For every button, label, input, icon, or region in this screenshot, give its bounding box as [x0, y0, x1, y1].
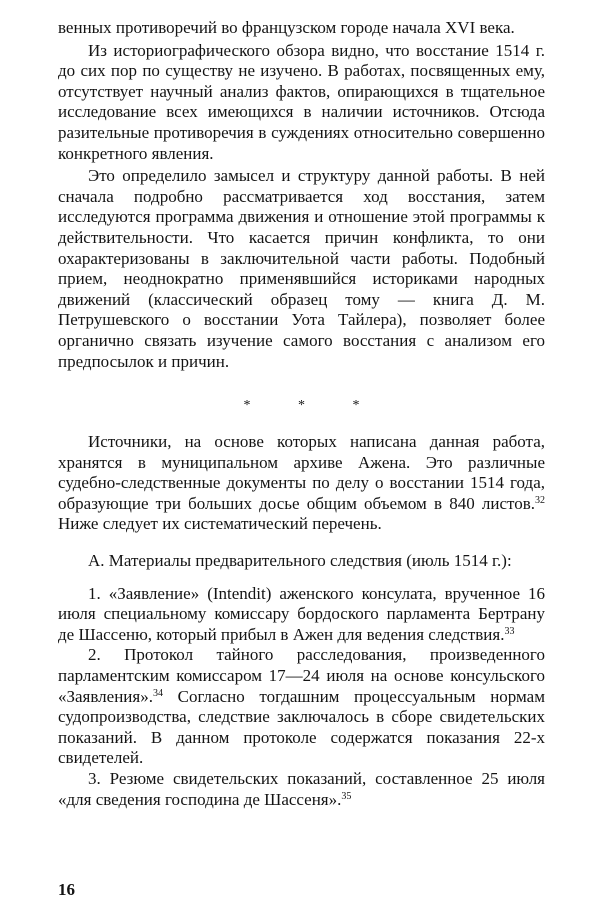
paragraph-continuation: венных противоречий во французском городе начала XVI века.: [58, 18, 515, 37]
list-item-1: [58, 584, 545, 646]
list-item-3-text: 3. Резюме свидетельских показаний, составленное 25 июля «для сведения господина де Шассеня».: [58, 769, 545, 809]
page-number: 16: [58, 880, 75, 899]
list-item-1-text: 1. «Заявление» (Intendit) аженского консулата, врученное 16 июля специальному комиссару бордоского парламента Бертрану де Шассеню, который прибыл в Ажен для ведения следствия.: [58, 583, 545, 644]
sources-text: Источники, на основе которых написана данная работа, хранятся в муниципальном архиве Ажена. Это различные судебно-следственные документы по делу о восстании 1514 года, образующие три больших досье общим объемом в 840 листов.: [58, 432, 545, 513]
list-item-3: [58, 769, 545, 810]
footnote-ref-32: 32: [535, 494, 545, 506]
footnote-ref-33: 33: [504, 625, 515, 637]
list-item-2-tail: Согласно тогдашним процессуальным нормам судопроизводства, следствие заключалось в сборе свидетельских показаний. В данном протоколе содержатся показания 22-х свидетелей.: [58, 686, 545, 768]
footnote-ref-34: 34: [152, 687, 163, 699]
section-separator: * * *: [243, 398, 382, 414]
sources-text-tail: Ниже следует их систематический перечень.: [58, 514, 382, 534]
list-item-2-text: 2. Протокол тайного расследования, произведенного парламентским комиссаром 17—24 июля на основе консульского «Заявления».: [58, 645, 545, 706]
paragraph-structure: Это определило замысел и структуру данной работы. В ней сначала подробно рассматривается ход восстания, затем исследуются программа движения и отношение этой программы к действительности. Что касается причин конфликта, то они охарактеризованы в заключительной части работы. Подобный прием, неоднократно применявшийся историками народных движений (классический образец тому — книга Д. М. Петрушевского о восстании Уота Тайлера), позволяет более органично связать изучение самого восстания с анализом его предпосылок и причин.: [58, 166, 545, 371]
section-a-heading: А. Материалы предварительного следствия (июль 1514 г.):: [88, 551, 512, 571]
paragraph-sources: [58, 432, 545, 535]
paragraph-historiography: Из историографического обзора видно, что восстание 1514 г. до сих пор по существу не изучено. В работах, посвященных ему, отсутствует научный анализ фактов, опирающихся в тщательное исследование всех имеющихся в наличии источников. Отсюда разительные противоречия в суждениях относительно совершенно конкретного явления.: [58, 40, 545, 163]
list-item-2: [58, 645, 545, 769]
page-body: [58, 18, 545, 810]
footnote-ref-35: 35: [341, 790, 352, 802]
